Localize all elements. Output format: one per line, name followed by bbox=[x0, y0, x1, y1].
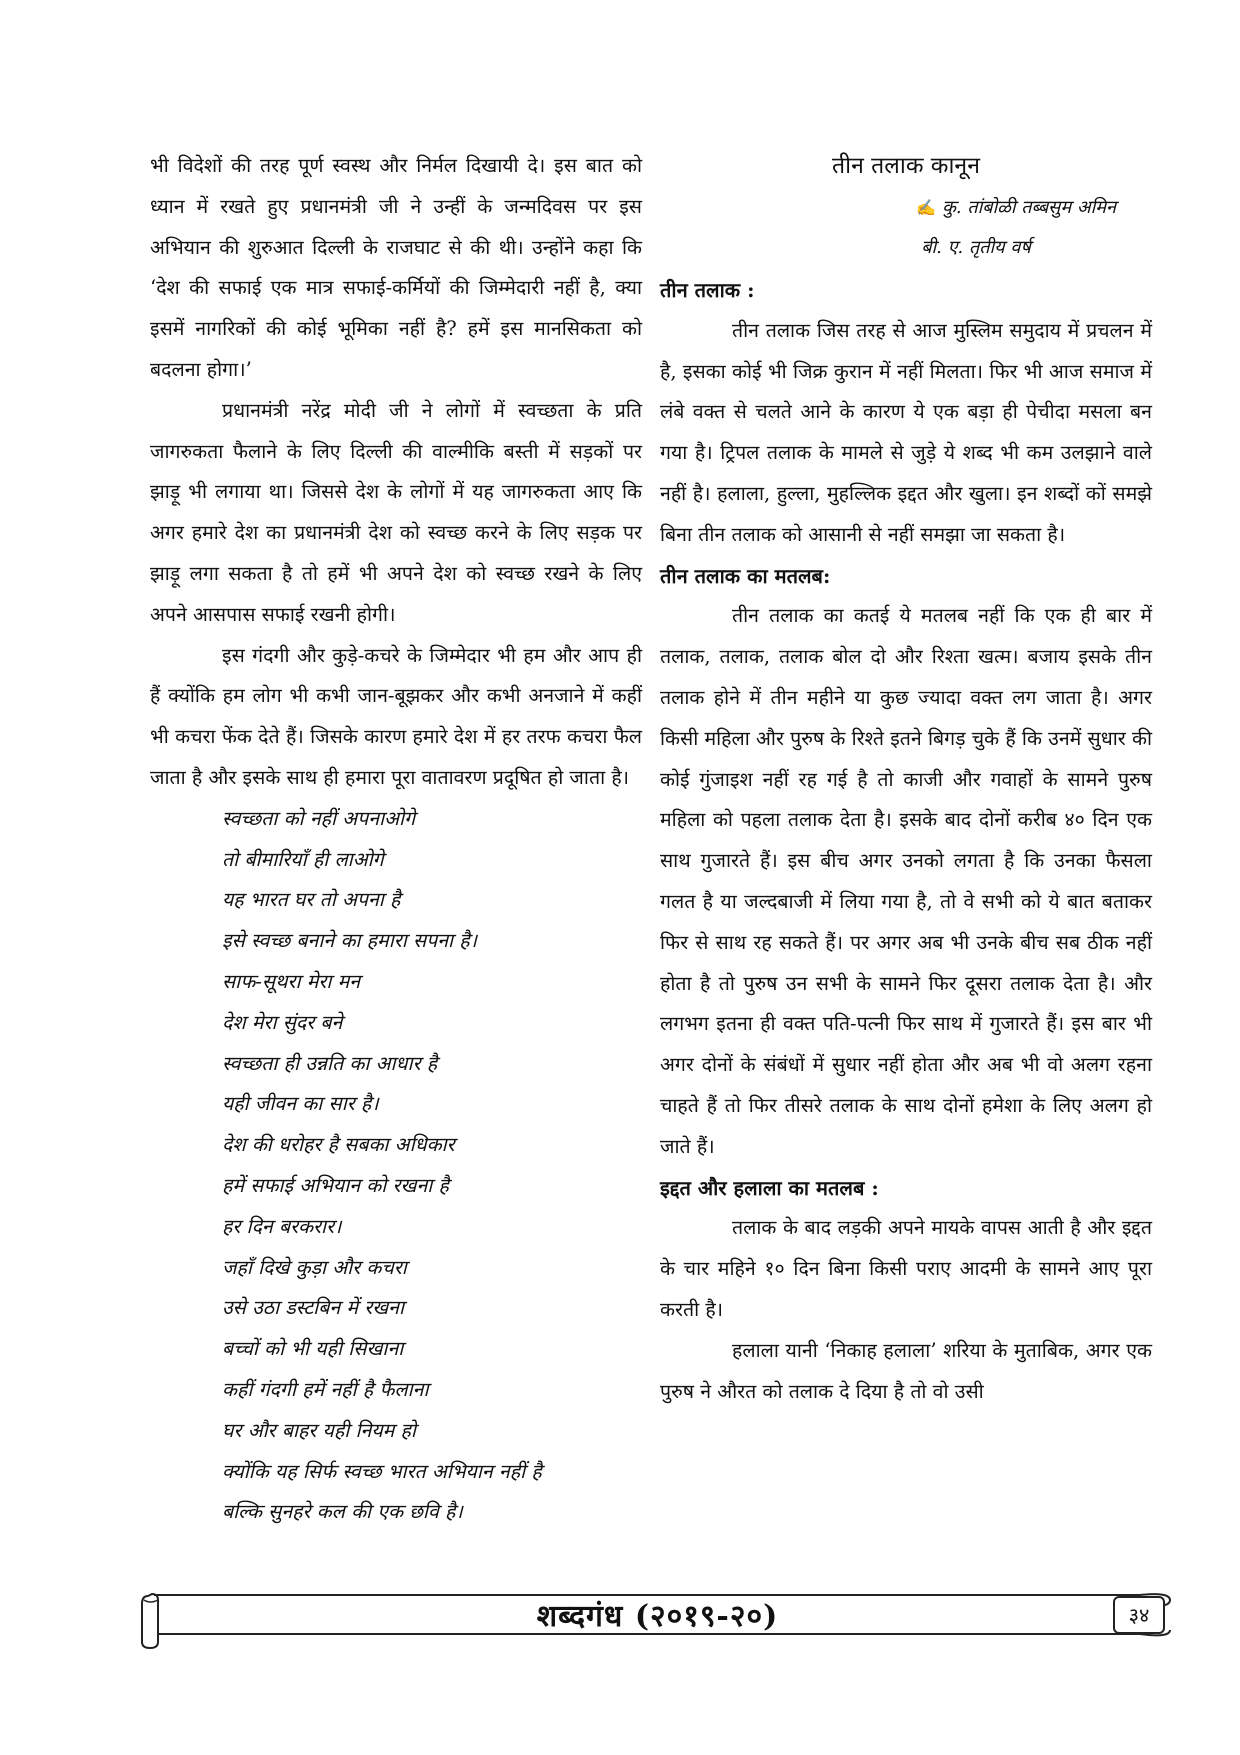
poem-line: बल्कि सुनहरे कल की एक छवि है। bbox=[222, 1500, 463, 1524]
poem-line: इसे स्वच्छ बनाने का हमारा सपना है। bbox=[222, 929, 478, 953]
poem-line: देश मेरा सुंदर बने bbox=[222, 1010, 343, 1034]
poem-line: उसे उठा डस्टबिन में रखना bbox=[222, 1296, 405, 1320]
article-title: तीन तलाक कानून bbox=[832, 153, 980, 179]
poem-line: जहाँ दिखे कुड़ा और कचरा bbox=[222, 1255, 407, 1279]
footer-banner bbox=[140, 1590, 1175, 1650]
poem-line: यही जीवन का सार है। bbox=[222, 1092, 379, 1116]
poem-line: देश की धरोहर है सबका अधिकार bbox=[222, 1133, 455, 1157]
author-name: कु. तांबोळी तब्बसुम अमिन bbox=[942, 197, 1116, 218]
poem bbox=[150, 799, 642, 1533]
author-line bbox=[660, 188, 1152, 228]
section-heading: इद्दत और हलाला का मतलब : bbox=[660, 1175, 879, 1200]
poem-line: कहीं गंदगी हमें नहीं है फैलाना bbox=[222, 1377, 429, 1401]
left-paragraph-3: इस गंदगी और कुड़े-कचरे के जिम्मेदार भी हम और आप ही हैं क्योंकि हम लोग भी कभी जान-बूझकर और कभी अनजाने में कहीं भी कचरा फेंक देते हैं। जिसके कारण हमारे देश में हर तरफ कचरा फैल जाता है और इसके साथ ही हमारा पूरा वातावरण प्रदूषित हो जाता है। bbox=[150, 643, 642, 789]
section-heading: तीन तलाक : bbox=[660, 278, 755, 302]
poem-line: हमें सफाई अभियान को रखना है bbox=[222, 1173, 449, 1197]
poem-line: तो बीमारियाँ ही लाओगे bbox=[222, 847, 384, 871]
poem-line: स्वच्छता को नहीं अपनाओगे bbox=[222, 806, 416, 830]
right-paragraph-2: तीन तलाक का कतई ये मतलब नहीं कि एक ही बार में तलाक, तलाक, तलाक बोल दो और रिश्ता खत्म। बजाय इसके तीन तलाक होने में तीन महीने या कुछ ज्यादा वक्त लग जाता है। अगर किसी महिला और पुरुष के रिश्ते इतने बिगड़ चुके हैं कि उनमें सुधार की कोई गुंजाइश नहीं रह गई है तो काजी और गवाहों के सामने पुरुष महिला को पहला तलाक देता है। इसके बाद दोनों करीब ४० दिन एक साथ गुजारते हैं। इस बीच अगर उनको लगता है कि उनका फैसला गलत है या जल्दबाजी में लिया गया है, तो वे सभी को ये बात बताकर फिर से साथ रह सकते हैं। पर अगर अब भी उनके बीच सब ठीक नहीं होता है तो पुरुष उन सभी के सामने फिर दूसरा तलाक देता है। और लगभग इतना ही वक्त पति-पत्नी फिर साथ में गुजारते हैं। इस बार भी अगर दोनों के संबंधों में सुधार नहीं होता और अब भी वो अलग रहना चाहते हैं तो फिर तीसरे तलाक के साथ दोनों हमेशा के लिए अलग हो जाते हैं। bbox=[660, 604, 1152, 1158]
poem-line: यह भारत घर तो अपना है bbox=[222, 888, 401, 912]
left-paragraph-1: भी विदेशों की तरह पूर्ण स्वस्थ और निर्मल दिखायी दे। इस बात को ध्यान में रखते हुए प्रधानमंत्री जी ने उन्हीं के जन्मदिवस पर इस अभियान की शुरुआत दिल्ली के राजघाट से की थी। उन्होंने कहा कि ‘देश की सफाई एक मात्र सफाई-कर्मियों की जिम्मेदारी नहीं है, क्या इसमें नागरिकों की कोई भूमिका नहीं है? हमें इस मानसिकता को बदलना होगा।’ bbox=[150, 154, 642, 381]
right-paragraph-1: तीन तलाक जिस तरह से आज मुस्लिम समुदाय में प्रचलन में है, इसका कोई भी जिक्र कुरान में नहीं मिलता। फिर भी आज समाज में लंबे वक्त से चलते आने के कारण ये एक बड़ा ही पेचीदा मसला बन गया है। ट्रिपल तलाक के मामले से जुड़े ये शब्द भी कम उलझाने वाले नहीं है। हलाला, हुल्ला, मुहल्लिक इद्दत और खुला। इन शब्दों कों समझे बिना तीन तलाक को आसानी से नहीं समझा जा सकता है। bbox=[660, 318, 1152, 546]
author-class: बी. ए. तृतीय वर्ष bbox=[921, 237, 1031, 258]
poem-line: साफ-सूथरा मेरा मन bbox=[222, 969, 361, 993]
left-paragraph-2: प्रधानमंत्री नरेंद्र मोदी जी ने लोगों में स्वच्छता के प्रति जागरुकता फैलाने के लिए दिल्ली की वाल्मीकि बस्ती में सड़कों पर झाड़ू भी लगाया था। जिससे देश के लोगों में यह जागरुकता आए कि अगर हमारे देश का प्रधानमंत्री देश को स्वच्छ करने के लिए सड़क पर झाड़ू लगा सकता है तो हमें भी अपने देश को स्वच्छ रखने के लिए अपने आसपास सफाई रखनी होगी। bbox=[150, 398, 642, 626]
section-heading: तीन तलाक का मतलब: bbox=[660, 563, 831, 588]
poem-line: स्वच्छता ही उन्नति का आधार है bbox=[222, 1051, 438, 1075]
pen-icon: ✍ bbox=[916, 198, 937, 217]
poem-line: घर और बाहर यही नियम हो bbox=[222, 1418, 416, 1442]
right-column bbox=[660, 146, 1152, 1412]
right-paragraph-4: हलाला यानी ‘निकाह हलाला’ शरिया के मुताबिक, अगर एक पुरुष ने औरत को तलाक दे दिया है तो वो उसी bbox=[660, 1338, 1152, 1403]
poem-line: बच्चों को भी यही सिखाना bbox=[222, 1337, 404, 1361]
right-paragraph-3: तलाक के बाद लड़की अपने मायके वापस आती है और इद्दत के चार महिने १० दिन बिना किसी पराए आदमी के सामने आए पूरा करती है। bbox=[660, 1216, 1152, 1321]
footer-title: शब्दगंध (२०१९-२०) bbox=[536, 1599, 779, 1634]
left-column bbox=[150, 146, 642, 1533]
poem-line: हर दिन बरकरार। bbox=[222, 1214, 342, 1238]
poem-line: क्योंकि यह सिर्फ स्वच्छ भारत अभियान नहीं है bbox=[222, 1459, 542, 1483]
page-number: ३४ bbox=[1113, 1596, 1165, 1634]
